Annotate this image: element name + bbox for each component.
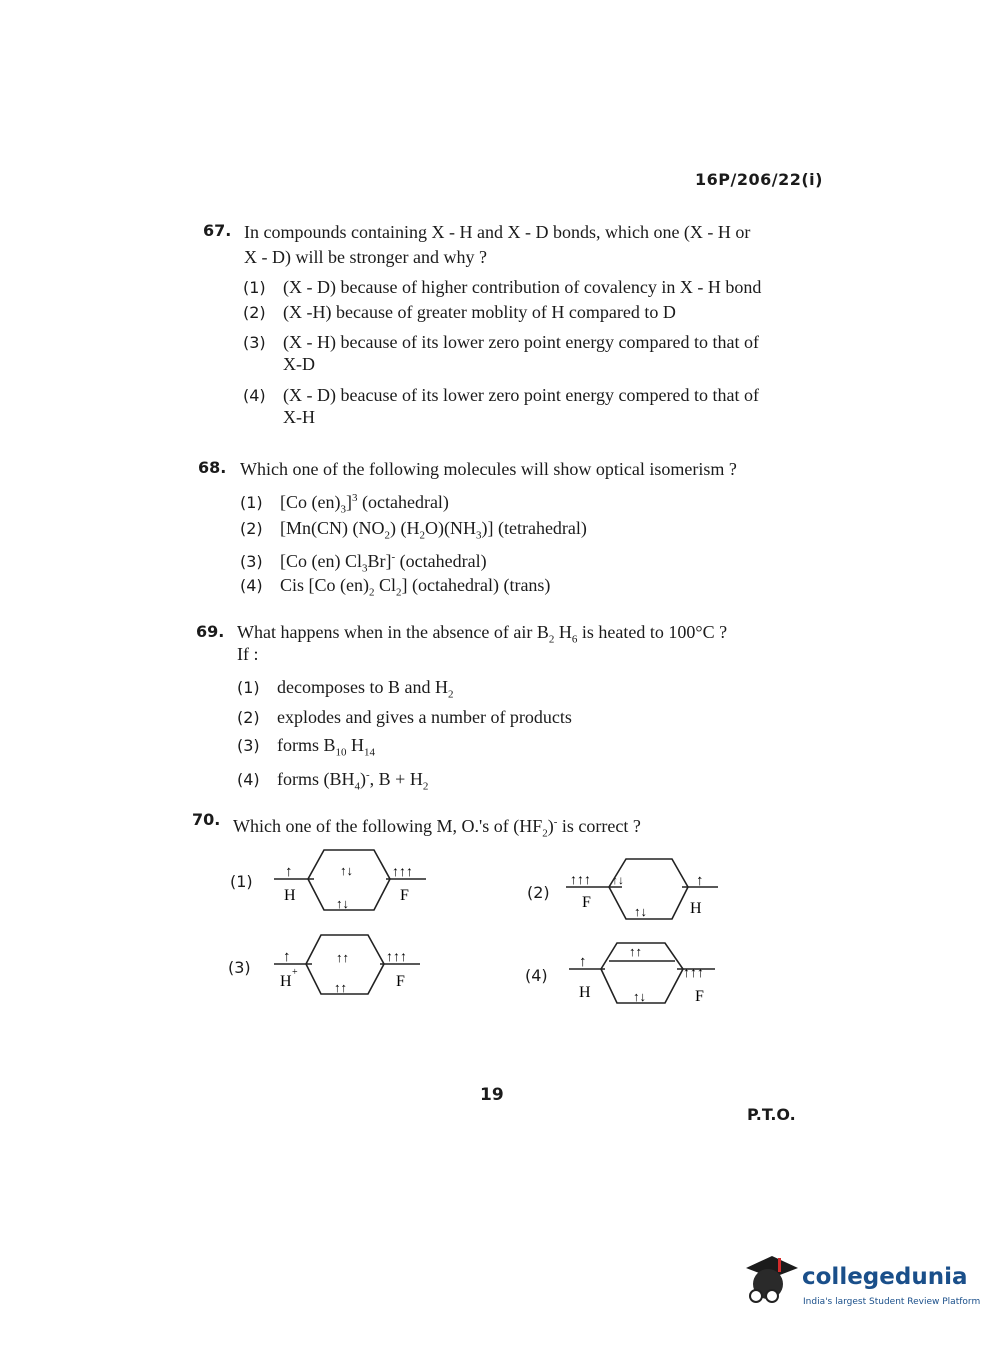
subscript: 3 <box>475 529 482 542</box>
option-number: (3) <box>237 736 260 755</box>
right-arrows: ↑↑↑ <box>683 966 704 981</box>
page-number: 19 <box>480 1085 504 1105</box>
diagram-2-number: (2) <box>527 883 550 902</box>
left-arrows: ↑↑↑ <box>570 873 591 888</box>
option-67-1 <box>243 275 761 300</box>
subscript: 3 <box>361 562 368 575</box>
question-69-text-line2: If : <box>237 644 259 664</box>
diagram-3-number: (3) <box>228 958 251 977</box>
text: H <box>346 735 364 755</box>
left-arrow: ↑ <box>285 864 293 880</box>
mo-diagram-4 <box>565 935 725 1010</box>
option-68-4 <box>240 573 550 605</box>
question-69 <box>196 619 224 644</box>
question-68 <box>198 455 226 480</box>
text: [Co (en) <box>280 492 341 512</box>
option-text: (X - D) beacuse of its lower zero point energy compered to that of <box>283 385 759 405</box>
right-atom: F <box>695 988 704 1005</box>
superscript: - <box>553 816 558 828</box>
subscript: 14 <box>364 746 375 759</box>
paper-code: 16P/206/22(i) <box>695 170 823 189</box>
option-number: (3) <box>240 552 263 571</box>
question-70-text <box>233 810 641 846</box>
upper-electrons: ↑↓ <box>340 863 353 878</box>
lower-electrons: ↑↓ <box>634 904 647 919</box>
option-67-2 <box>243 300 676 325</box>
option-number: (1) <box>237 678 260 697</box>
question-67-text-line2: X - D) will be stronger and why ? <box>244 247 487 267</box>
question-67-text-line1: In compounds containing X - H and X - D bonds, which one (X - H or <box>244 222 751 242</box>
text: Cis [Co (en) <box>280 575 369 595</box>
lower-electrons: ↑↓ <box>633 989 646 1004</box>
text: is heated to 100°C ? <box>577 622 728 642</box>
text: forms B <box>277 735 336 755</box>
collegedunia-logo-icon <box>742 1250 802 1310</box>
subscript: 6 <box>571 633 578 646</box>
text: Which one of the following M, O.'s of (HF <box>233 816 543 836</box>
text: Cl <box>374 575 397 595</box>
subscript: 2 <box>422 780 429 793</box>
question-67 <box>203 218 231 243</box>
option-67-4-cont: X-H <box>283 407 315 427</box>
left-atom: H <box>280 973 292 990</box>
question-number: 70. <box>192 810 221 829</box>
question-number: 67. <box>203 221 232 240</box>
text: O)(NH <box>424 518 476 538</box>
option-text: (X - H) because of its lower zero point energy compared to that of <box>283 332 759 352</box>
right-arrows: ↑↑↑ <box>392 865 413 880</box>
brand-tagline: India's largest Student Review Platform <box>803 1297 981 1307</box>
option-67-4 <box>243 383 759 408</box>
subscript: 2 <box>548 633 555 646</box>
subscript: 2 <box>369 586 375 599</box>
option-67-3 <box>243 330 759 355</box>
option-text: (X - D) because of higher contribution of covalency in X - H bond <box>283 277 762 297</box>
upper-electrons: ↑↑ <box>629 944 642 959</box>
option-number: (2) <box>243 303 266 322</box>
text: ) <box>547 816 554 836</box>
text: H <box>554 622 572 642</box>
superscript: - <box>391 551 396 563</box>
option-number: (4) <box>240 576 263 595</box>
subscript: 4 <box>354 780 360 793</box>
mo-diagram-3 <box>268 928 438 1000</box>
text: forms (BH <box>277 769 355 789</box>
left-arrow: ↑ <box>283 949 291 965</box>
question-number: 69. <box>196 622 225 641</box>
text: ) <box>360 769 366 789</box>
text: is correct ? <box>557 816 641 836</box>
mo-hexagon <box>609 859 688 919</box>
option-69-2 <box>237 705 572 730</box>
subscript: 10 <box>335 746 347 759</box>
text: [Co (en) Cl <box>280 551 362 571</box>
option-number: (3) <box>243 333 266 352</box>
option-text: (X -H) because of greater moblity of H compared to D <box>283 302 676 322</box>
text: (octahedral) <box>395 551 487 571</box>
text: )] (tetrahedral) <box>481 518 587 538</box>
text: ] <box>345 492 352 512</box>
right-atom: H <box>690 900 702 917</box>
diagram-4-number: (4) <box>525 966 548 985</box>
lower-electrons: ↑↑ <box>334 980 347 995</box>
left-atom: H <box>284 887 296 904</box>
mo-hexagon <box>308 850 390 910</box>
subscript: 2 <box>542 827 548 840</box>
mo-diagram-2 <box>562 853 727 928</box>
upper-electrons: ↑↑ <box>336 950 349 965</box>
right-arrows: ↑↑↑ <box>386 950 407 965</box>
option-68-2 <box>240 516 587 548</box>
option-number: (2) <box>240 519 263 538</box>
right-atom: F <box>396 973 405 990</box>
option-69-1 <box>237 675 453 707</box>
right-arrow: ↑ <box>696 873 704 889</box>
superscript: 3 <box>351 492 358 504</box>
text: explodes and gives a number of products <box>277 707 572 727</box>
text: ) (H <box>389 518 420 538</box>
diagram-1-number: (1) <box>230 872 253 891</box>
option-number: (4) <box>243 386 266 405</box>
option-69-4 <box>237 763 428 799</box>
subscript: 2 <box>396 586 402 599</box>
option-69-3 <box>237 733 375 765</box>
left-charge: + <box>292 967 298 978</box>
lower-electrons: ↑↓ <box>336 896 349 911</box>
brand-name: collegedunia <box>802 1264 968 1290</box>
option-number: (4) <box>237 770 260 789</box>
right-atom: F <box>400 887 409 904</box>
text: , B + H <box>369 769 423 789</box>
tassel <box>778 1258 781 1272</box>
subscript: 2 <box>447 688 454 701</box>
question-number: 68. <box>198 458 227 477</box>
subscript: 3 <box>340 503 346 516</box>
pto-label: P.T.O. <box>747 1105 796 1124</box>
left-arrow: ↑ <box>579 954 587 970</box>
question-69-text <box>237 620 727 652</box>
left-atom: H <box>579 984 591 1001</box>
left-atom: F <box>582 894 591 911</box>
text: (octahedral) <box>357 492 449 512</box>
left-pair: ↑↓ <box>612 873 624 887</box>
option-number: (1) <box>240 493 263 512</box>
option-67-3-cont: X-D <box>283 354 315 374</box>
text: ] (octahedral) (trans) <box>401 575 551 595</box>
option-number: (1) <box>243 278 266 297</box>
text: [Mn(CN) (NO <box>280 518 385 538</box>
text: Br] <box>367 551 392 571</box>
subscript: 2 <box>419 529 425 542</box>
text: decomposes to B and H <box>277 677 448 697</box>
superscript: - <box>366 769 370 781</box>
question-68-text: Which one of the following molecules will show optical isomerism ? <box>240 459 737 479</box>
glasses-left <box>750 1290 762 1302</box>
text: What happens when in the absence of air B <box>237 622 549 642</box>
mo-diagram-1 <box>268 842 438 917</box>
option-number: (2) <box>237 708 260 727</box>
glasses-right <box>766 1290 778 1302</box>
question-70 <box>192 807 220 832</box>
subscript: 2 <box>384 529 390 542</box>
